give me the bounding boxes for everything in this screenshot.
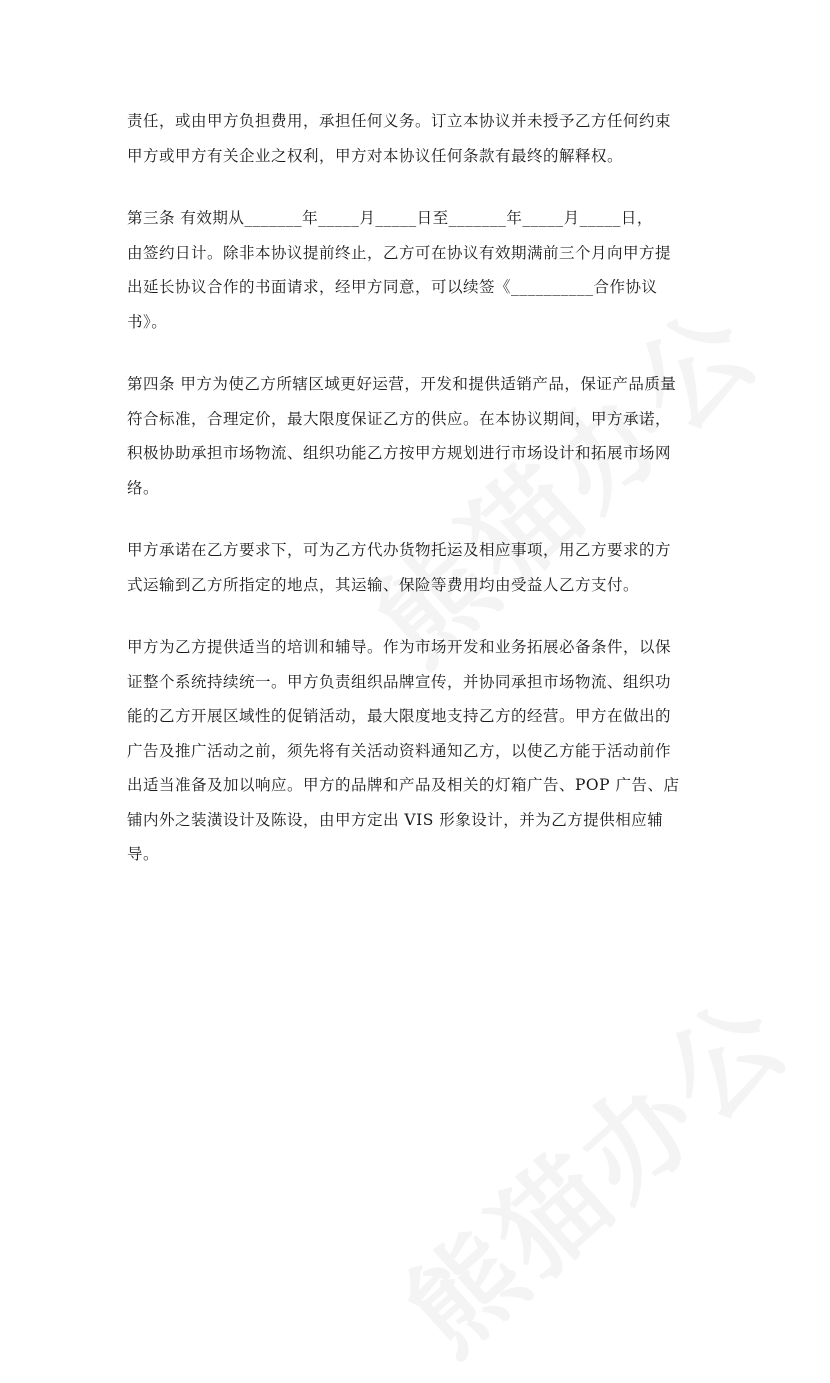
text-line: 符合标准，合理定价，最大限度保证乙方的供应。在本协议期间，甲方承诺， [127, 409, 672, 428]
paragraph-article-4 [127, 367, 712, 505]
paragraph-responsibility [127, 104, 712, 173]
watermark [367, 955, 818, 1383]
paragraph-shipping [127, 533, 712, 602]
text-line: 铺内外之装潢设计及陈设，由甲方定出 VIS 形象设计，并为乙方提供相应辅 [127, 810, 664, 829]
text-line: 书》。 [127, 312, 168, 331]
text-line: 导。 [127, 845, 160, 863]
document-body [127, 104, 712, 900]
text-line: 出延长协议合作的书面请求，经甲方同意，可以续签《__________合作协议 [127, 278, 658, 296]
text-line: 甲方或甲方有关企业之权利，甲方对本协议任何条款有最终的解释权。 [127, 146, 624, 165]
paragraph-article-3 [127, 201, 712, 339]
text-line: 甲方为乙方提供适当的培训和辅导。作为市场开发和业务拓展必备条件，以保 [127, 638, 672, 656]
text-line: 络。 [127, 478, 160, 497]
text-line: 甲方承诺在乙方要求下，可为乙方代办货物托运及相应事项，用乙方要求的方 [127, 541, 672, 559]
text-line: 积极协助承担市场物流、组织功能乙方按甲方规划进行市场设计和拓展市场网 [127, 444, 672, 462]
text-line: 式运输到乙方所指定的地点，其运输、保险等费用均由受益人乙方支付。 [127, 575, 640, 594]
text-line: 广告及推广活动之前，须先将有关活动资料通知乙方，以使乙方能于活动前作 [127, 741, 672, 760]
text-line: 证整个系统持续统一。甲方负责组织品牌宣传，并协同承担市场物流、组织功 [127, 672, 672, 691]
text-line: 由签约日计。除非本协议提前终止，乙方可在协议有效期满前三个月向甲方提 [127, 243, 672, 262]
text-line: 第四条 甲方为使乙方所辖区域更好运营，开发和提供适销产品，保证产品质量 [127, 375, 677, 393]
text-line: 能的乙方开展区域性的促销活动，最大限度地支持乙方的经营。甲方在做出的 [127, 707, 672, 725]
paragraph-training [127, 630, 712, 872]
text-line: 出适当准备及加以响应。甲方的品牌和产品及相关的灯箱广告、POP 广告、店 [127, 776, 680, 794]
text-line: 责任，或由甲方负担费用，承担任何义务。订立本协议并未授予乙方任何约束 [127, 112, 672, 130]
text-line: 第三条 有效期从_______年_____月_____日至_______年_____月_____日， [127, 209, 653, 227]
